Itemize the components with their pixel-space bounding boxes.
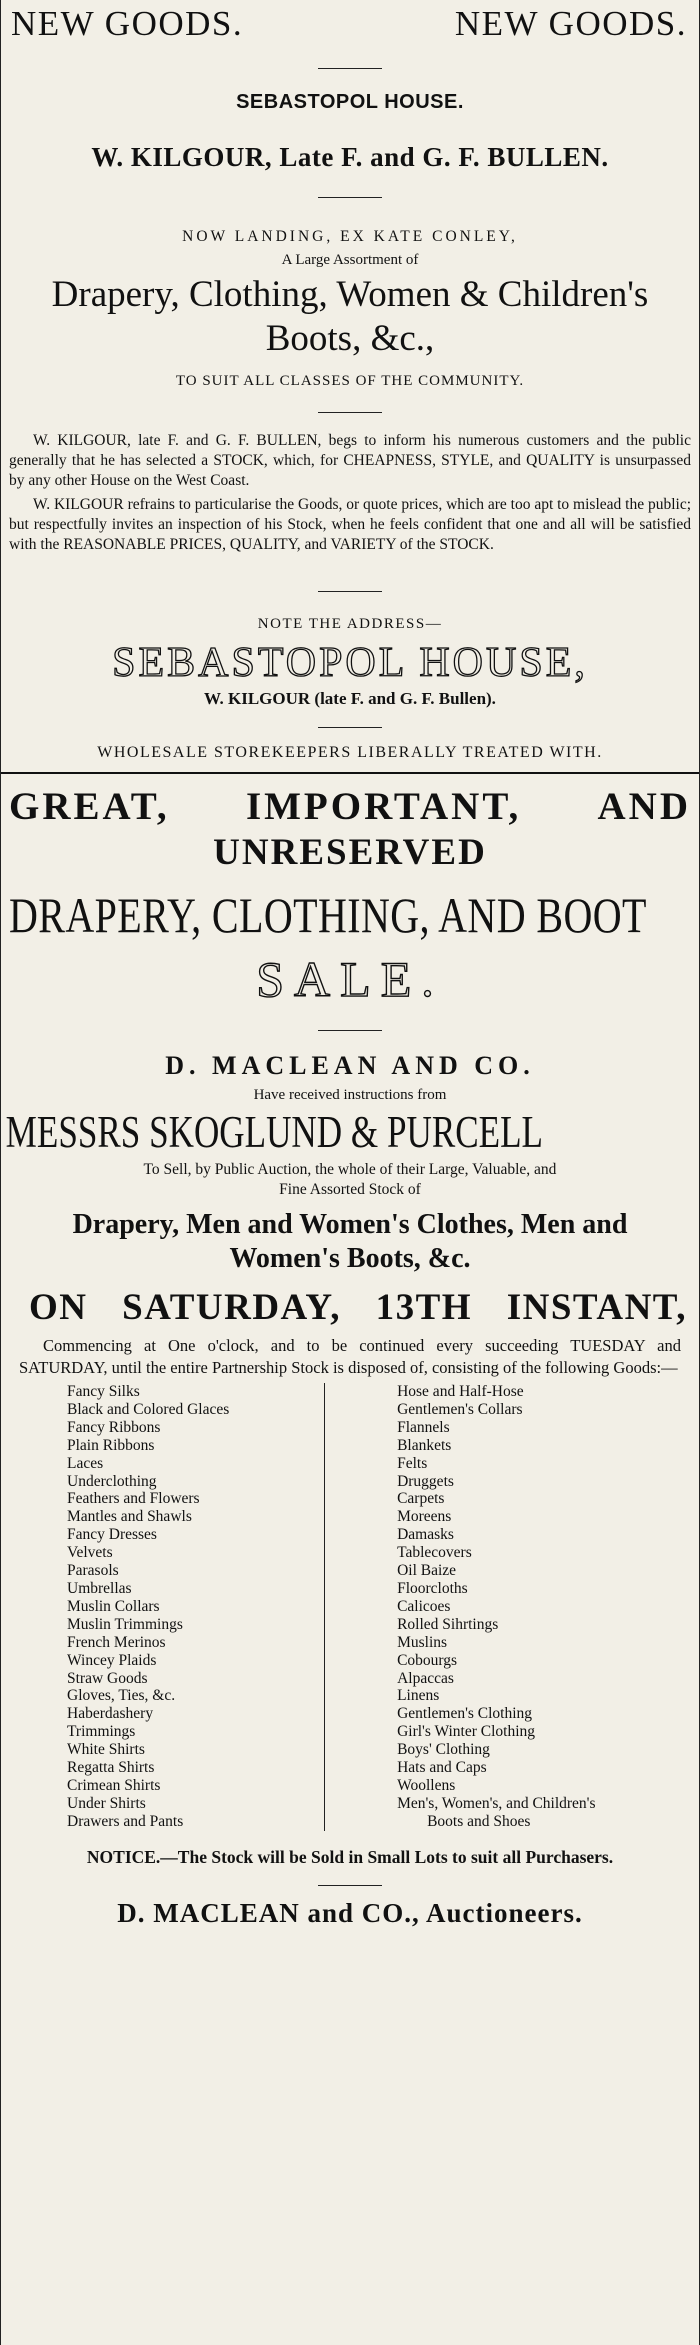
goods-item: Wincey Plaids [67, 1651, 157, 1669]
goods-item: Gloves, Ties, &c. [67, 1687, 176, 1705]
drapery-headline-1: Drapery, Clothing, Women & Children's [51, 274, 649, 315]
commencing-paragraph: Commencing at One o'clock, and to be continued every succeeding TUESDAY and SATURDAY, until the entire Partnership Stock is disposed of, consisting of the following Goods:— [19, 1336, 681, 1377]
address-name: W. KILGOUR (late F. and G. F. Bullen). [204, 689, 496, 708]
date-word-1: ON [29, 1287, 88, 1328]
goods-item: Carpets [397, 1490, 445, 1508]
drapery-headline-2: Boots, &c., [265, 318, 435, 359]
goods-item: Blankets [397, 1436, 452, 1454]
unreserved-headline: UNRESERVED [213, 832, 487, 873]
ad1-heading [1, 0, 699, 46]
goods-item: Men's, Women's, and Children's [397, 1794, 596, 1812]
great-word-2: IMPORTANT, [245, 785, 522, 828]
heading-right: NEW GOODS. [454, 4, 687, 43]
goods-item: Felts [397, 1454, 428, 1472]
goods-item: Oil Baize [397, 1562, 457, 1580]
client-headline: MESSRS SKOGLUND & PURCELL [5, 1107, 544, 1157]
goods-item: Black and Colored Glaces [67, 1400, 230, 1418]
goods-item: Cobourgs [397, 1651, 458, 1669]
proprietor-name: W. KILGOUR, Late F. and G. F. BULLEN. [91, 142, 609, 172]
para1-text: W. KILGOUR, late F. and G. F. BULLEN, begs to inform his numerous customers and the public generally that he has selected a STOCK, which, for CHEAPNESS, STYLE, and QUALITY is unsurpassed by any other House on the West Coast. [9, 432, 691, 489]
great-headline [1, 784, 699, 829]
goods-column-right [325, 1383, 693, 1831]
goods-item: Alpaccas [397, 1669, 454, 1687]
goods-item: Flannels [397, 1418, 450, 1436]
drapery-goods-1: Drapery, Men and Women's Clothes, Men and [72, 1209, 628, 1240]
goods-item: Gentlemen's Clothing [397, 1705, 533, 1723]
drapery-goods-2: Women's Boots, &c. [229, 1243, 471, 1274]
para2-text: W. KILGOUR refrains to particularise the Goods, or quote prices, which are too apt to mislead the public; but respectfully invites an inspection of his Stock, when he feels confident that one and all will be satisfied with the REASONABLE PRICES, QUALITY, and VARIETY of the STOCK. [9, 496, 692, 553]
goods-item: Crimean Shirts [67, 1776, 161, 1794]
goods-item: Floorcloths [397, 1579, 468, 1597]
goods-item: Umbrellas [67, 1579, 132, 1597]
goods-item: Moreens [397, 1508, 452, 1526]
sale-date-headline [1, 1286, 699, 1329]
heading-left: NEW GOODS. [11, 4, 244, 43]
body-paragraph-1 [1, 431, 699, 491]
instructions-line: Have received instructions from [253, 1087, 447, 1103]
date-word-2: SATURDAY, [122, 1287, 341, 1328]
goods-item: Boys' Clothing [397, 1741, 490, 1759]
notice-line: NOTICE.—The Stock will be Sold in Small Lots to suit all Purchasers. [86, 1846, 614, 1867]
auctioneer-name: D. MACLEAN AND CO. [165, 1051, 535, 1080]
dcb-headline: DRAPERY, CLOTHING, AND BOOT [9, 887, 647, 943]
goods-item: Linens [397, 1687, 440, 1705]
goods-item: White Shirts [67, 1741, 145, 1759]
goods-item: Drawers and Pants [67, 1812, 184, 1830]
goods-column-left [67, 1383, 324, 1831]
goods-item: Gentlemen's Collars [397, 1400, 523, 1418]
goods-item: Girl's Winter Clothing [397, 1723, 536, 1741]
address-outline: SEBASTOPOL HOUSE, [112, 640, 588, 686]
goods-item: Regatta Shirts [67, 1759, 155, 1777]
goods-item: Fancy Dresses [67, 1526, 157, 1544]
goods-item: Parasols [67, 1562, 119, 1580]
house-name: SEBASTOPOL HOUSE. [236, 91, 464, 113]
goods-item: Rolled Sihrtings [397, 1615, 499, 1633]
wholesale-line: WHOLESALE STOREKEEPERS LIBERALLY TREATED WITH. [97, 744, 603, 761]
note-line: NOTE THE ADDRESS— [257, 616, 443, 632]
goods-item: Hose and Half-Hose [397, 1383, 524, 1400]
suit-line: TO SUIT ALL CLASSES OF THE COMMUNITY. [175, 373, 525, 389]
body-paragraph-2 [1, 495, 699, 555]
great-word-3: AND [597, 785, 691, 828]
goods-item: Muslins [397, 1633, 448, 1651]
assortment-line: A Large Assortment of [281, 252, 419, 268]
date-word-3: 13TH [375, 1287, 473, 1328]
goods-item: Muslin Collars [67, 1597, 160, 1615]
goods-item: Haberdashery [67, 1705, 154, 1723]
goods-item: Tablecovers [397, 1544, 472, 1562]
goods-item: Velvets [67, 1544, 113, 1562]
goods-item: Hats and Caps [397, 1759, 487, 1777]
goods-item: Laces [67, 1454, 104, 1472]
to-sell-line-1: To Sell, by Public Auction, the whole of their Large, Valuable, and [143, 1161, 557, 1178]
goods-item: Damasks [397, 1526, 454, 1544]
goods-item: Straw Goods [67, 1669, 148, 1687]
goods-item: Boots and Shoes [427, 1812, 531, 1830]
goods-list [1, 1383, 699, 1831]
goods-item: Druggets [397, 1472, 454, 1490]
goods-item: Fancy Silks [67, 1383, 140, 1400]
goods-item: Fancy Ribbons [67, 1418, 161, 1436]
date-word-4: INSTANT, [506, 1287, 687, 1328]
goods-item: Feathers and Flowers [67, 1490, 200, 1508]
goods-item: Calicoes [397, 1597, 451, 1615]
goods-item: Under Shirts [67, 1794, 146, 1812]
goods-item: Plain Ribbons [67, 1436, 155, 1454]
goods-item: Underclothing [67, 1472, 157, 1490]
to-sell-line-2: Fine Assorted Stock of [279, 1181, 421, 1198]
goods-item: Trimmings [67, 1723, 136, 1741]
goods-item: French Merinos [67, 1633, 166, 1651]
goods-item: Muslin Trimmings [67, 1615, 183, 1633]
goods-item: Mantles and Shawls [67, 1508, 192, 1526]
sale-headline: SALE. [256, 951, 444, 1007]
landing-line: NOW LANDING, EX KATE CONLEY, [182, 228, 518, 245]
auctioneer-signature: D. MACLEAN and CO., Auctioneers. [117, 1897, 583, 1928]
great-word-1: GREAT, [9, 785, 170, 828]
goods-item: Woollens [397, 1776, 456, 1794]
